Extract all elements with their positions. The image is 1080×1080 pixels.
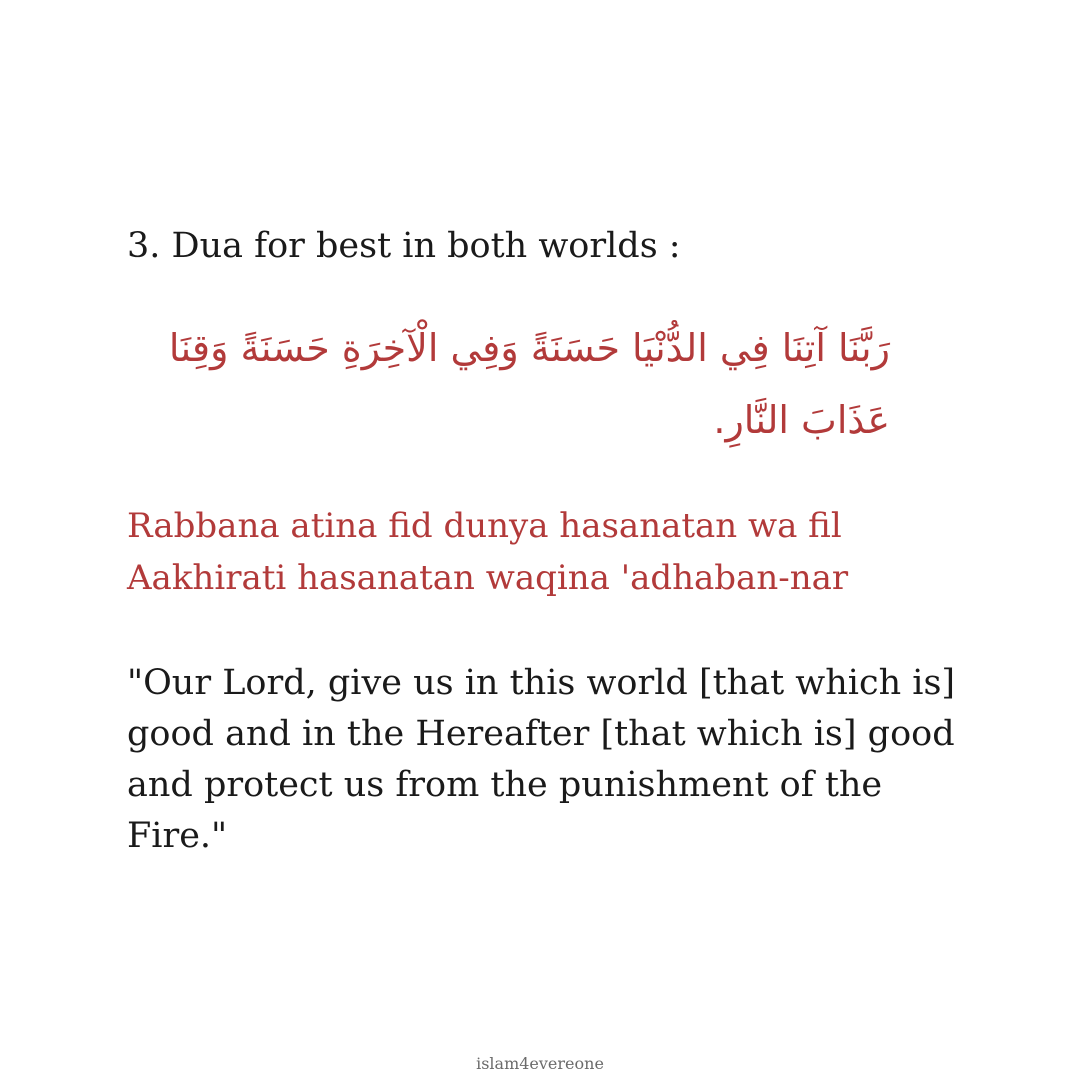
account-watermark: islam4evereone — [476, 1054, 604, 1073]
translation-text: "Our Lord, give us in this world [that which is] good and in the Hereafter [that which is] good and protect us from the punishment of the Fire." — [127, 663, 956, 856]
arabic-text: رَبَّنَا آتِنَا فِي الدُّنْيَا حَسَنَةً وَفِي الْآخِرَةِ حَسَنَةً وَقِنَا عَذَابَ النَّارِ. — [168, 326, 890, 442]
dua-title: 3. Dua for best in both worlds : — [127, 226, 681, 266]
transliteration-text: Rabbana atina fid dunya hasanatan wa fil Aakhirati hasanatan waqina 'adhaban-nar — [127, 506, 849, 598]
